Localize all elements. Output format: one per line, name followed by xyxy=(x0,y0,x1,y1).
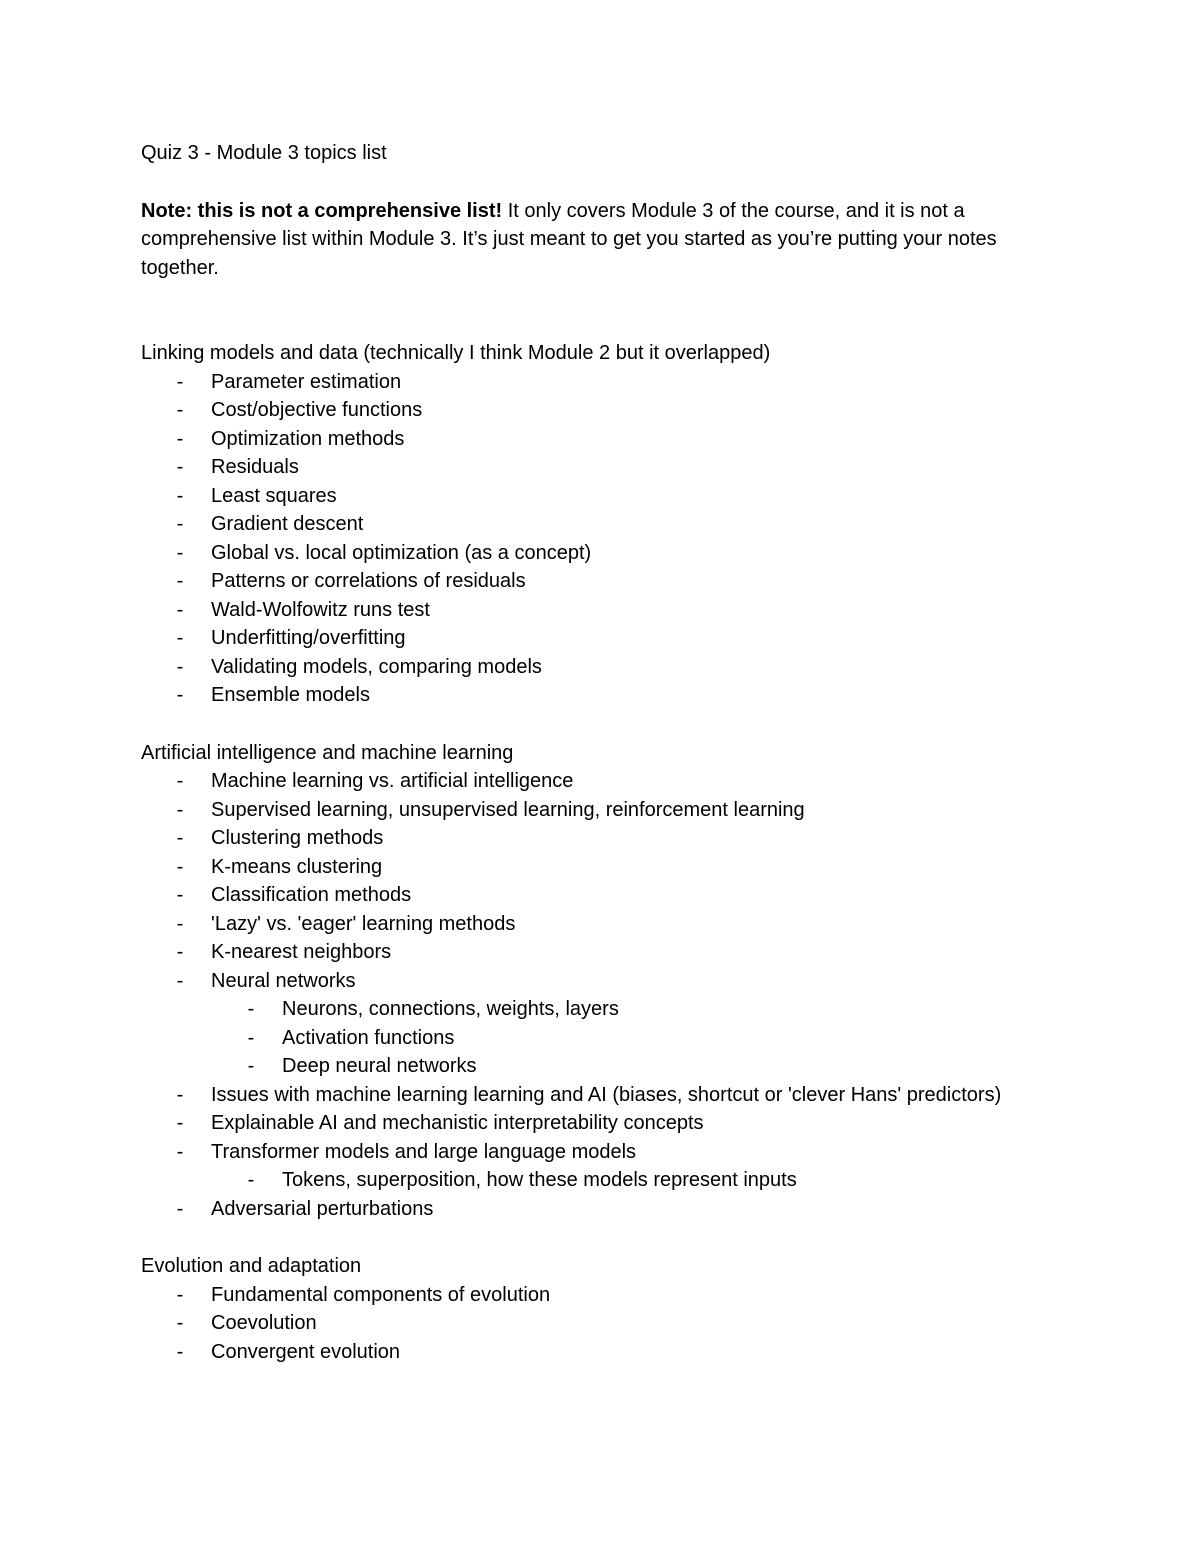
dash-bullet: - xyxy=(176,1140,184,1163)
dash-bullet: - xyxy=(176,541,184,564)
list-item-text: Coevolution xyxy=(211,1312,317,1334)
list-item xyxy=(141,396,1041,425)
dash-bullet: - xyxy=(176,855,184,878)
note-body: It only covers Module 3 of the course, and it is not a comprehensive list within Module 3. It’s just meant to get you started as you’re putting your notes together. xyxy=(141,199,997,279)
document-page xyxy=(141,139,1041,1366)
list-item-text: Issues with machine learning learning and AI (biases, shortcut or 'clever Hans' predictors) xyxy=(211,1083,1002,1106)
nested-list-item xyxy=(141,995,1041,1024)
list-item-text: K-nearest neighbors xyxy=(211,941,392,963)
list-item xyxy=(141,881,1041,910)
list-item xyxy=(141,425,1041,454)
list-item-text: Least squares xyxy=(211,484,337,507)
dash-bullet: - xyxy=(176,627,184,649)
list-item-text: Neurons, connections, weights, layers xyxy=(282,998,619,1020)
dash-bullet: - xyxy=(176,513,184,535)
list-item-text: Classification methods xyxy=(211,884,412,906)
list-item xyxy=(141,1138,1041,1167)
section-evolution xyxy=(141,1252,1041,1366)
dash-bullet: - xyxy=(176,570,184,592)
topic-list xyxy=(141,368,1041,710)
topic-list-continued xyxy=(141,1081,1041,1167)
list-item-text: Cost/objective functions xyxy=(211,399,423,421)
dash-bullet: - xyxy=(247,998,255,1020)
topic-list xyxy=(141,1281,1041,1367)
list-item-text: Validating models, comparing models xyxy=(211,655,542,678)
dash-bullet: - xyxy=(176,484,184,507)
nested-topic-list xyxy=(141,1166,1041,1195)
dash-bullet: - xyxy=(176,1083,184,1106)
dash-bullet: - xyxy=(247,1026,255,1049)
list-item xyxy=(141,510,1041,539)
list-item xyxy=(141,824,1041,853)
dash-bullet: - xyxy=(176,912,184,935)
dash-bullet: - xyxy=(176,770,184,792)
dash-bullet: - xyxy=(176,1283,184,1306)
list-item xyxy=(141,796,1041,825)
list-item xyxy=(141,624,1041,653)
list-item-text: Adversarial perturbations xyxy=(211,1197,434,1220)
note-paragraph xyxy=(141,197,1041,283)
dash-bullet: - xyxy=(247,1055,255,1077)
list-item xyxy=(141,1195,1041,1224)
list-item xyxy=(141,938,1041,967)
list-item-text: Underfitting/overfitting xyxy=(211,627,406,649)
list-item xyxy=(141,596,1041,625)
list-item-text: Patterns or correlations of residuals xyxy=(211,570,526,592)
list-item-text: Deep neural networks xyxy=(282,1055,477,1077)
list-item xyxy=(141,681,1041,710)
section-heading: Linking models and data (technically I think Module 2 but it overlapped) xyxy=(141,342,771,364)
dash-bullet: - xyxy=(176,598,184,621)
list-item-text: Residuals xyxy=(211,456,299,478)
list-item-text: Optimization methods xyxy=(211,427,405,450)
dash-bullet: - xyxy=(176,456,184,478)
dash-bullet: - xyxy=(176,684,184,706)
list-item-text: Wald-Wolfowitz runs test xyxy=(211,598,430,621)
dash-bullet: - xyxy=(176,370,184,393)
section-ai-ml xyxy=(141,739,1041,1224)
list-item-text: Activation functions xyxy=(282,1026,455,1049)
section-heading: Evolution and adaptation xyxy=(141,1255,362,1277)
list-item xyxy=(141,1309,1041,1338)
list-item xyxy=(141,567,1041,596)
dash-bullet: - xyxy=(176,1112,184,1134)
dash-bullet: - xyxy=(176,399,184,421)
list-item xyxy=(141,1081,1041,1110)
dash-bullet: - xyxy=(176,1340,184,1363)
dash-bullet: - xyxy=(176,969,184,992)
document-title: Quiz 3 - Module 3 topics list xyxy=(141,142,387,164)
section-heading: Artificial intelligence and machine learning xyxy=(141,741,514,764)
list-item xyxy=(141,767,1041,796)
list-item-text: Clustering methods xyxy=(211,827,384,849)
topic-list xyxy=(141,767,1041,995)
list-item xyxy=(141,967,1041,996)
dash-bullet: - xyxy=(176,884,184,906)
list-item xyxy=(141,653,1041,682)
list-item xyxy=(141,1281,1041,1310)
dash-bullet: - xyxy=(176,827,184,849)
list-item-text: K-means clustering xyxy=(211,855,383,878)
list-item xyxy=(141,539,1041,568)
dash-bullet: - xyxy=(176,655,184,678)
nested-list-item xyxy=(141,1024,1041,1053)
dash-bullet: - xyxy=(176,427,184,450)
list-item-text: Ensemble models xyxy=(211,684,370,706)
topic-list-continued xyxy=(141,1195,1041,1224)
nested-list-item xyxy=(141,1166,1041,1195)
list-item xyxy=(141,368,1041,397)
dash-bullet: - xyxy=(176,1312,184,1334)
dash-bullet: - xyxy=(176,798,184,821)
list-item xyxy=(141,482,1041,511)
list-item xyxy=(141,1338,1041,1367)
section-linking-models xyxy=(141,339,1041,710)
list-item-text: Explainable AI and mechanistic interpretability concepts xyxy=(211,1112,704,1134)
nested-list-item xyxy=(141,1052,1041,1081)
dash-bullet: - xyxy=(176,941,184,963)
note-bold-lead: Note: this is not a comprehensive list! xyxy=(141,199,503,222)
dash-bullet: - xyxy=(176,1197,184,1220)
list-item-text: 'Lazy' vs. 'eager' learning methods xyxy=(211,912,516,935)
list-item-text: Fundamental components of evolution xyxy=(211,1283,551,1306)
nested-topic-list xyxy=(141,995,1041,1081)
list-item-text: Supervised learning, unsupervised learning, reinforcement learning xyxy=(211,798,805,821)
list-item-text: Parameter estimation xyxy=(211,370,402,393)
list-item-text: Transformer models and large language models xyxy=(211,1140,637,1163)
list-item-text: Gradient descent xyxy=(211,513,364,535)
list-item xyxy=(141,453,1041,482)
list-item xyxy=(141,853,1041,882)
dash-bullet: - xyxy=(247,1169,255,1191)
list-item-text: Neural networks xyxy=(211,969,356,992)
list-item-text: Tokens, superposition, how these models represent inputs xyxy=(282,1169,797,1191)
list-item-text: Convergent evolution xyxy=(211,1340,401,1363)
list-item xyxy=(141,910,1041,939)
list-item xyxy=(141,1109,1041,1138)
list-item-text: Global vs. local optimization (as a concept) xyxy=(211,541,592,564)
list-item-text: Machine learning vs. artificial intelligence xyxy=(211,770,574,792)
